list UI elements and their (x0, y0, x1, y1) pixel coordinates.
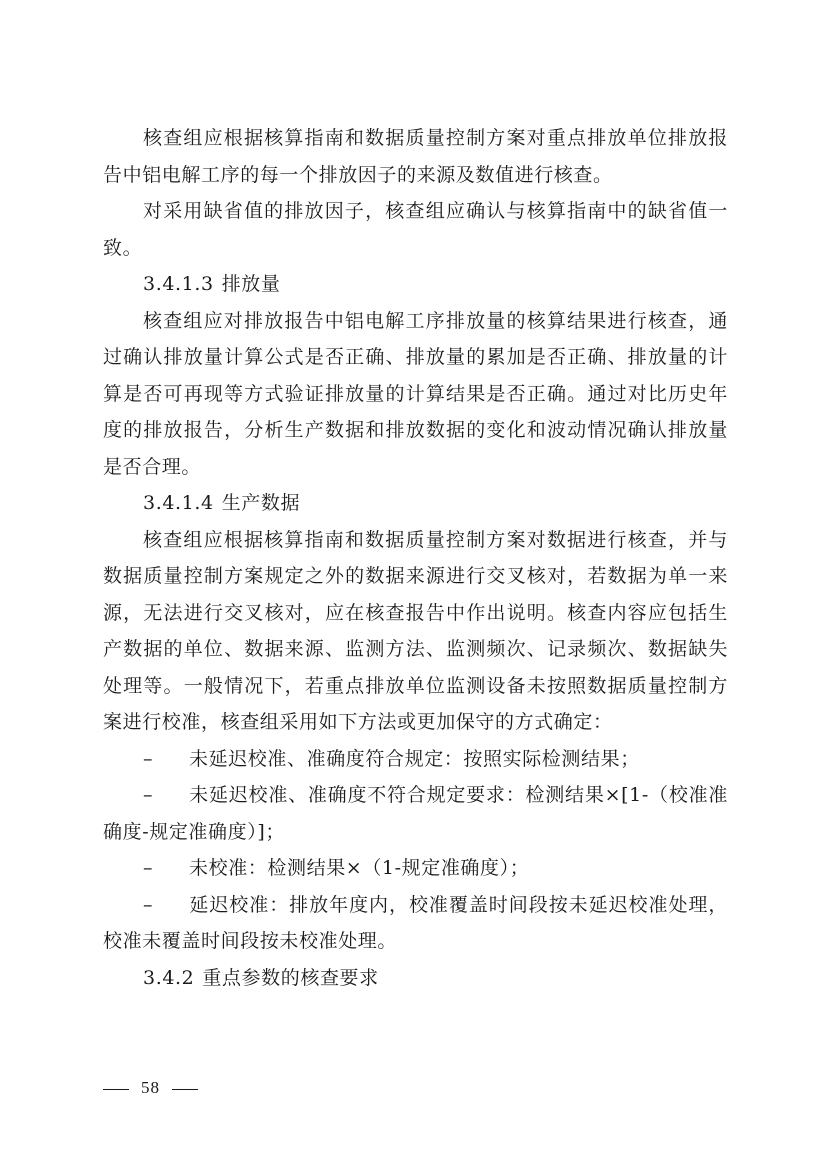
dash-bullet: – (143, 857, 154, 879)
list-item (103, 850, 728, 887)
document-body (103, 120, 728, 996)
dash-bullet: – (143, 747, 154, 770)
list-item-text: 未延迟校准、准确度符合规定：按照实际检测结果； (189, 747, 640, 770)
page-number: 58 (141, 1078, 160, 1097)
footer-dash-left (103, 1089, 129, 1090)
dash-bullet: – (143, 784, 154, 806)
footer-dash-right (172, 1089, 198, 1090)
paragraph-production-data: 核查组应根据核算指南和数据质量控制方案对数据进行核查，并与数据质量控制方案规定之外的数据来源进行交叉核对，若数据为单一来源，无法进行交叉核对，应在核查报告中作出说明。核查内容应包括生产数据的单位、数据来源、监测方法、监测频次、记录频次、数据缺失处理等。一般情况下，若重点排放单位监测设备未按照数据质量控制方案进行校准，核查组采用如下方法或更加保守的方式确定： (103, 528, 728, 733)
list-item-text: 延迟校准：排放年度内，校准覆盖时间段按未延迟校准处理，校准未覆盖时间段按未校准处理。 (103, 893, 728, 952)
section-number: 3.4.1.4 (143, 492, 214, 514)
dash-bullet: – (143, 893, 154, 916)
list-item (103, 777, 728, 850)
section-title: 排放量 (221, 273, 281, 295)
section-title: 生产数据 (221, 492, 301, 514)
paragraph-default-values: 对采用缺省值的排放因子，核查组应确认与核算指南中的缺省值一致。 (103, 200, 728, 259)
section-number: 3.4.2 (143, 966, 195, 989)
paragraph-emissions-check: 核查组应对排放报告中铝电解工序排放量的核算结果进行核查，通过确认排放量计算公式是否正确、排放量的累加是否正确、排放量的计算是否可再现等方式验证排放量的计算结果是否正确。通过对比历史年度的排放报告，分析生产数据和排放数据的变化和波动情况确认排放量是否合理。 (103, 309, 728, 478)
section-heading-3-4-2 (103, 960, 728, 997)
list-item (103, 741, 728, 778)
section-heading-3-4-1-4 (103, 485, 728, 522)
list-item (103, 887, 728, 960)
paragraph-emission-factor-check: 核查组应根据核算指南和数据质量控制方案对重点排放单位排放报告中铝电解工序的每一个排放因子的来源及数值进行核查。 (103, 127, 728, 186)
page-footer (103, 1078, 198, 1098)
list-item-text: 未校准：检测结果×（1-规定准确度）； (189, 857, 530, 879)
list-item-text: 未延迟校准、准确度不符合规定要求：检测结果×[1-（校准准确度-规定准确度）]； (103, 784, 728, 843)
section-title: 重点参数的核查要求 (202, 966, 379, 989)
section-heading-3-4-1-3 (103, 266, 728, 303)
section-number: 3.4.1.3 (143, 273, 214, 295)
